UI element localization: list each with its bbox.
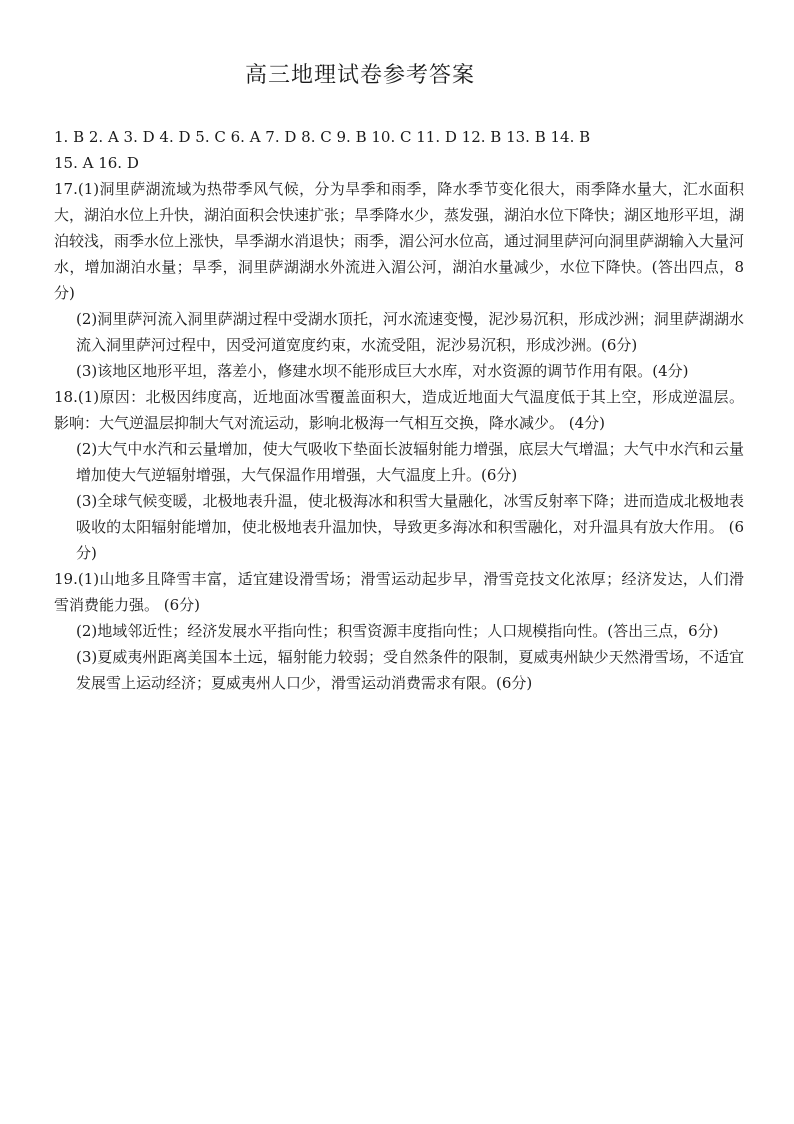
q19-part-2: (2)地域邻近性；经济发展水平指向性；积雪资源丰度指向性；人口规模指向性。(答出三点，6分)	[76, 622, 719, 640]
q18-part-2: (2)大气中水汽和云量增加，使大气吸收下垫面长波辐射能力增强，底层大气增温；大气中水汽和云量增加使大气逆辐射增强，大气保温作用增强，大气温度上升。(6分)	[76, 440, 744, 484]
q19-part-1: 19.(1)山地多且降雪丰富，适宜建设滑雪场；滑雪运动起步早，滑雪竞技文化浓厚；经济发达，人们滑雪消费能力强。 (6分)	[54, 570, 744, 614]
q19-part-3: (3)夏威夷州距离美国本土远，辐射能力较弱；受自然条件的限制，夏威夷州缺少天然滑雪场，不适宜发展雪上运动经济；夏威夷州人口少，滑雪运动消费需求有限。(6分)	[76, 648, 744, 692]
q18-part-3: (3)全球气候变暖，北极地表升温，使北极海冰和积雪大量融化，冰雪反射率下降；进而造成北极地表吸收的太阳辐射能增加，使北极地表升温加快，导致更多海冰和积雪融化，对升温具有放大作用。 (6分)	[76, 492, 744, 562]
q17-part-1: 17.(1)洞里萨湖流域为热带季风气候，分为旱季和雨季，降水季节变化很大，雨季降水量大，汇水面积大，湖泊水位上升快，湖泊面积会快速扩张；旱季降水少，蒸发强，湖泊水位下降快；湖区地形平坦，湖泊较浅，雨季水位上涨快，旱季湖水消退快；雨季，湄公河水位高，通过洞里萨河向洞里萨湖输入大量河水，增加湖泊水量；旱季，洞里萨湖湖水外流进入湄公河，湖泊水量减少，水位下降快。(答出四点，8分)	[54, 180, 745, 302]
q18-part-1: 18.(1)原因：北极因纬度高，近地面冰雪覆盖面积大，造成近地面大气温度低于其上空，形成逆温层。影响：大气逆温层抑制大气对流运动，影响北极海一气相互交换，降水减少。 (4分)	[54, 388, 744, 432]
page-title: 高三地理试卷参考答案	[244, 63, 475, 88]
q17-part-2: (2)洞里萨河流入洞里萨湖过程中受湖水顶托，河水流速变慢，泥沙易沉积，形成沙洲；洞里萨湖湖水流入洞里萨河过程中，因受河道宽度约束，水流受阻，泥沙易沉积，形成沙洲。(6分)	[76, 310, 744, 354]
answer-body	[54, 124, 744, 696]
choice-answers-line-2: 15. A 16. D	[54, 154, 139, 172]
choice-answers-line-1: 1. B 2. A 3. D 4. D 5. C 6. A 7. D 8. C 9. B 10. C 11. D 12. B 13. B 14. B	[54, 128, 591, 146]
q17-part-3: (3)该地区地形平坦，落差小，修建水坝不能形成巨大水库，对水资源的调节作用有限。(4分)	[76, 362, 689, 380]
